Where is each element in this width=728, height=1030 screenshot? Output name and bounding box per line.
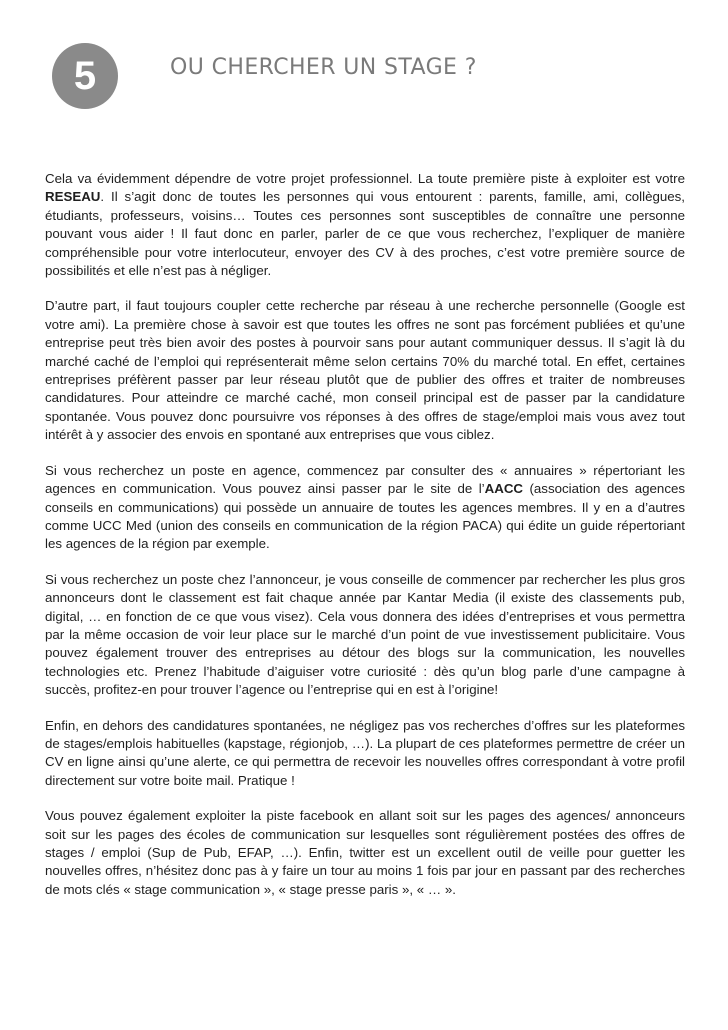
- keyword-reseau: RESEAU: [45, 189, 101, 205]
- keyword-aacc: AACC: [484, 481, 524, 497]
- section-number-badge: 5: [52, 43, 118, 109]
- paragraph-reseau: Cela va évidemment dépendre de votre projet professionnel. La toute première piste à exploiter est votre RESEAU. Il s’agit donc de toutes les personnes qui vous entourent : parents, famille, ami, collègues, étudiants, professeurs, voisins… Toutes ces personnes sont susceptibles de connaître une personne pouvant vous aider ! Il faut donc en parler, parler de ce que vous recherchez, l’expliquer de manière compréhensible pour votre interlocuteur, envoyer des CV à des proches, c’est votre première source de possibilités et elle n’est pas à négliger.: [45, 171, 685, 279]
- body-text: [45, 170, 685, 916]
- paragraph-plateformes: Enfin, en dehors des candidatures spontanées, ne négligez pas vos recherches d’offres sur les plateformes de stages/emplois habituelles (kapstage, régionjob, …). La plupart de ces plateformes permettre de créer un CV en ligne ainsi qu’une alerte, ce qui permettra de recevoir les nouvelles offres correspondant à votre profil directement sur votre boite mail. Pratique !: [45, 717, 685, 788]
- paragraph-recherche-personnelle: D’autre part, il faut toujours coupler cette recherche par réseau à une recherche personnelle (Google est votre ami). La première chose à savoir est que toutes les offres ne sont pas forcément publiées et qu’une entreprise peut très bien avoir des postes à pourvoir sans pour autant communiquer dessus. Il s’agit là du marché caché de l’emploi qui représenterait même selon certains 70% du marché total. En effet, certaines entreprises préfèrent passer par leur réseau plutôt que de publier des offres et traiter de nombreuses candidatures. Pour atteindre ce marché caché, mon conseil principal est de passer par la candidature spontanée. Vous pouvez donc poursuivre vos réponses à des offres de stage/emploi mais vous avez tout intérêt à y associer des envois en spontané aux entreprises que vous ciblez.: [45, 298, 685, 443]
- section-title: OU CHERCHER UN STAGE ?: [170, 55, 477, 80]
- paragraph-annonceur: Si vous recherchez un poste chez l’annonceur, je vous conseille de commencer par rechercher les plus gros annonceurs dont le classement est fait chaque année par Kantar Media (il existe des classements pub, digital, … en fonction de ce que vous visez). Cela vous donnera des idées d’entreprises et vous permettra par la même occasion de voir leur place sur le marché d’un point de vue investissement publicitaire. Vous pouvez également trouver des entreprises au détour des blogs sur la communication, les nouvelles technologies etc. Prenez l’habitude d’aiguiser votre curiosité : dès qu’un blog parle d’une campagne à succès, profitez-en pour trouver l’agence ou l’entreprise qui en est à l’origine!: [45, 571, 685, 698]
- section-header: [52, 42, 477, 110]
- paragraph-reseaux-sociaux: Vous pouvez également exploiter la piste facebook en allant soit sur les pages des agences/ annonceurs soit sur les pages des écoles de communication sur lesquelles sont régulièrement postées des offres de stages / emploi (Sup de Pub, EFAP, …). Enfin, twitter est un excellent outil de veille pour guetter les nouvelles offres, n’hésitez donc pas à y faire un tour au moins 1 fois par jour en passant par des recherches de mots clés « stage communication », « stage presse paris », « … ».: [45, 808, 685, 897]
- paragraph-agence: Si vous recherchez un poste en agence, commencez par consulter des « annuaires » répertoriant les agences en communication. Vous pouvez ainsi passer par le site de l’AACC (association des agences conseils en communications) qui possède un annuaire de toutes les agences membres. Il y en a d’autres comme UCC Med (union des conseils en communication de la région PACA) qui édite un guide répertoriant les agences de la région par exemple.: [45, 462, 686, 552]
